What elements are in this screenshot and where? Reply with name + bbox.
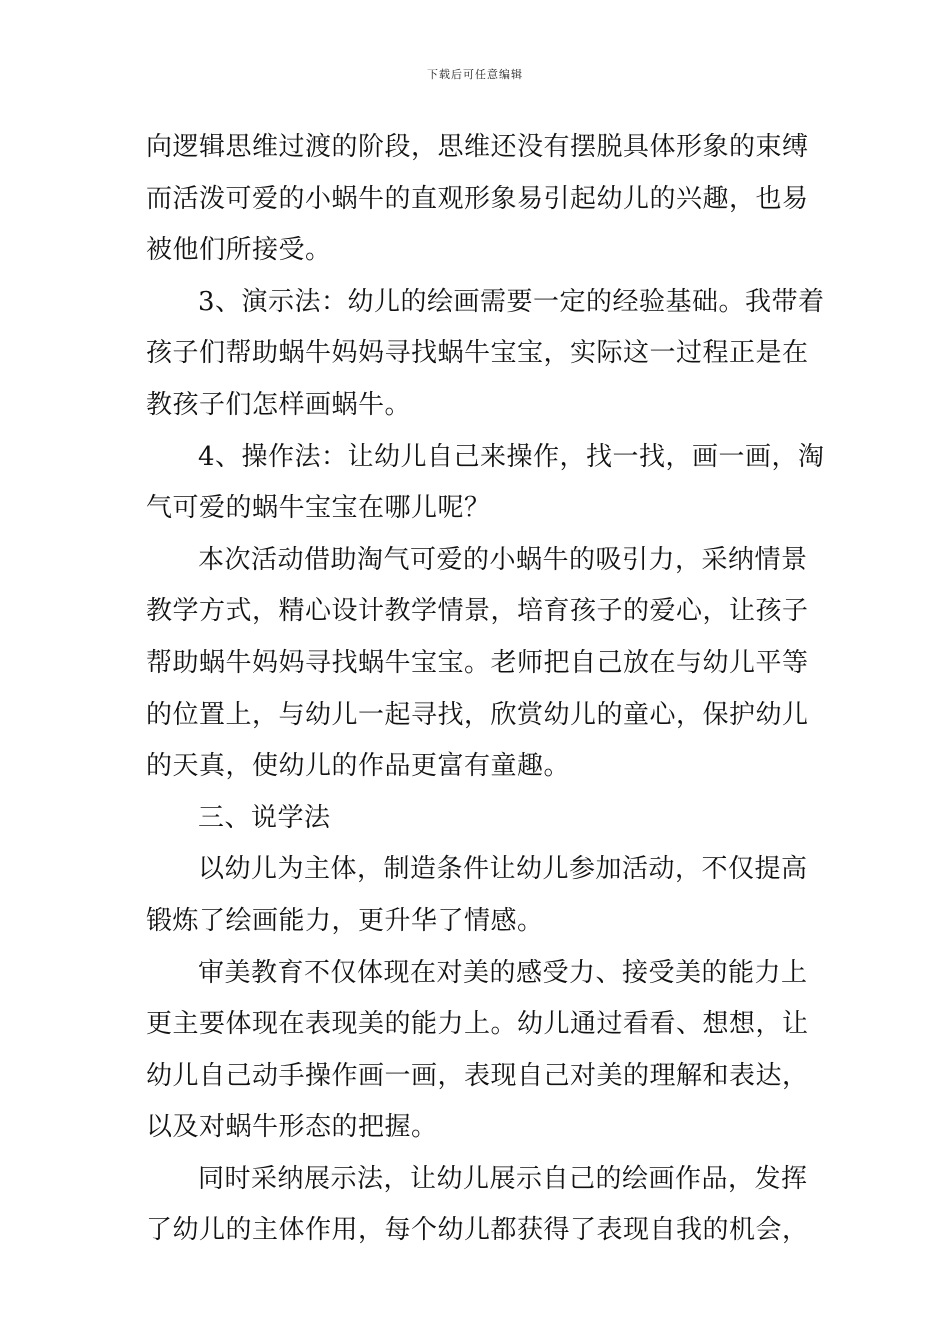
text-line: 了幼儿的主体作用，每个幼儿都获得了表现自我的机会， [146, 1215, 809, 1246]
text-line: 以及对蜗牛形态的把握。 [146, 1112, 438, 1143]
text-line: 审美教育不仅体现在对美的感受力、接受美的能力上 [198, 957, 808, 988]
text-line: 的天真，使幼儿的作品更富有童趣。 [146, 751, 571, 782]
text-line: 孩子们帮助蜗牛妈妈寻找蜗牛宝宝，实际这一过程正是在 [146, 338, 809, 369]
text-line: 三、说学法 [198, 802, 331, 833]
text-line: 的位置上，与幼儿一起寻找，欣赏幼儿的童心，保护幼儿 [146, 699, 809, 730]
text-line: 更主要体现在表现美的能力上。幼儿通过看看、想想，让 [146, 1009, 809, 1040]
text-line: 4、操作法：让幼儿自己来操作，找一找，画一画，淘 [198, 441, 825, 472]
text-line: 而活泼可爱的小蜗牛的直观形象易引起幼儿的兴趣，也易 [146, 183, 809, 214]
text-line: 气可爱的蜗牛宝宝在哪儿呢？ [146, 493, 491, 524]
text-line: 以幼儿为主体，制造条件让幼儿参加活动，不仅提高 [198, 854, 808, 885]
body-text [146, 122, 825, 1257]
text-line: 幼儿自己动手操作画一画，表现自己对美的理解和表达， [146, 1060, 809, 1091]
text-line: 3、演示法：幼儿的绘画需要一定的经验基础。我带着 [198, 286, 825, 317]
text-line: 教学方式，精心设计教学情景，培育孩子的爱心，让孩子 [146, 596, 809, 627]
text-line: 向逻辑思维过渡的阶段，思维还没有摆脱具体形象的束缚 [146, 132, 809, 162]
text-line: 同时采纳展示法，让幼儿展示自己的绘画作品，发挥 [198, 1163, 808, 1194]
text-line: 锻炼了绘画能力，更升华了情感。 [146, 905, 544, 936]
text-line: 帮助蜗牛妈妈寻找蜗牛宝宝。老师把自己放在与幼儿平等 [146, 647, 809, 678]
header-note: 下载后可任意编辑 [427, 68, 523, 81]
text-line: 本次活动借助淘气可爱的小蜗牛的吸引力，采纳情景 [198, 544, 808, 575]
text-line: 教孩子们怎样画蜗牛。 [146, 389, 412, 420]
text-line: 被他们所接受。 [146, 235, 332, 266]
